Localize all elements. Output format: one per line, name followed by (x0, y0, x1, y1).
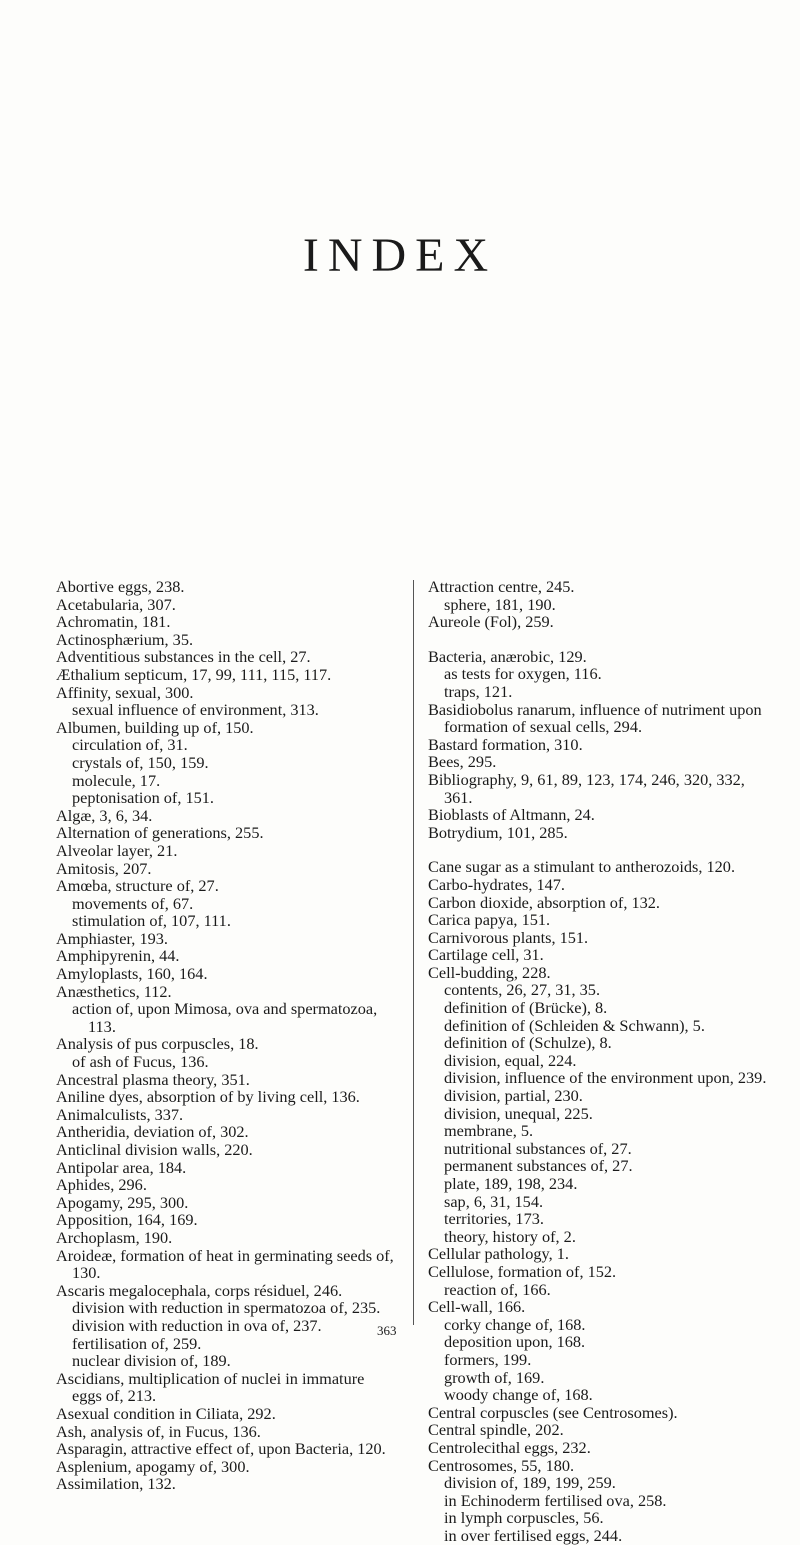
index-subentry: division, influence of the environment upon, 239. (444, 1068, 767, 1088)
index-entry: Alveolar layer, 21. (56, 840, 178, 860)
index-entry: Cellular pathology, 1. (428, 1244, 569, 1264)
index-subentry: definition of (Schulze), 8. (444, 1033, 612, 1053)
index-entry: Bacteria, anærobic, 129. (428, 646, 587, 666)
index-subentry: division with reduction in spermatozoa of, 235. (72, 1298, 381, 1318)
index-subentry: deposition upon, 168. (444, 1332, 586, 1352)
index-entry: Amœba, structure of, 27. (56, 876, 219, 896)
index-subentry: division with reduction in ova of, 237. (72, 1315, 322, 1335)
index-entry: Algæ, 3, 6, 34. (56, 805, 153, 825)
index-entry: Adventitious substances in the cell, 27. (56, 647, 311, 667)
index-entry: Cartilage cell, 31. (428, 945, 544, 965)
index-entry: Central corpuscles (see Centrosomes). (428, 1402, 678, 1422)
index-entry: Cellulose, formation of, 152. (428, 1261, 617, 1281)
index-subentry: of ash of Fucus, 136. (72, 1052, 209, 1072)
page-title: INDEX (302, 229, 498, 282)
index-subentry: movements of, 67. (72, 893, 194, 913)
index-subentry: formers, 199. (444, 1349, 532, 1369)
index-entry: Central spindle, 202. (428, 1420, 564, 1440)
index-subentry: growth of, 169. (444, 1367, 545, 1387)
column-divider (413, 580, 414, 1325)
index-entry: Carbon dioxide, absorption of, 132. (428, 892, 660, 912)
index-entry: Basidiobolus ranarum, influence of nutriment upon formation of sexual cells, 294. (428, 699, 762, 737)
index-entry: Asexual condition in Ciliata, 292. (56, 1403, 276, 1423)
index-subentry: division, unequal, 225. (444, 1103, 593, 1123)
index-entry: Archoplasm, 190. (56, 1227, 173, 1247)
index-entry: Animalculists, 337. (56, 1104, 184, 1124)
index-entry: Achromatin, 181. (56, 612, 171, 632)
index-entry: Ascaris megalocephala, corps résiduel, 246. (56, 1280, 343, 1300)
index-subentry: territories, 173. (444, 1209, 544, 1229)
index-entry: Æthalium septicum, 17, 99, 111, 115, 117. (56, 664, 332, 684)
index-entry: Acetabularia, 307. (56, 594, 176, 614)
index-entry: Carnivorous plants, 151. (428, 927, 589, 947)
index-entry: Centrosomes, 55, 180. (428, 1455, 575, 1475)
index-subentry: membrane, 5. (444, 1121, 534, 1141)
index-subentry: action of, upon Mimosa, ova and spermatozoa, 113. (72, 999, 378, 1036)
index-subentry: nutritional substances of, 27. (444, 1138, 632, 1158)
index-entry: Bibliography, 9, 61, 89, 123, 174, 246, 320, 332, 361. (428, 769, 745, 807)
index-entry: Amphipyrenin, 44. (56, 946, 180, 966)
index-subentry: division, equal, 224. (444, 1050, 577, 1070)
index-subentry: fertilisation of, 259. (72, 1333, 202, 1353)
index-entry: Aroideæ, formation of heat in germinating seeds of, 130. (56, 1245, 394, 1283)
index-subentry: sap, 6, 31, 154. (444, 1191, 544, 1211)
section-gap (428, 841, 770, 858)
index-subentry: definition of (Brücke), 8. (444, 998, 608, 1018)
index-subentry: sphere, 181, 190. (444, 594, 556, 614)
index-subentry: in Echinoderm fertilised ova, 258. (444, 1490, 667, 1510)
index-entry: Cane sugar as a stimulant to antherozoids, 120. (428, 857, 736, 877)
index-entry: Actinosphærium, 35. (56, 629, 194, 649)
index-column-left (56, 578, 396, 1493)
index-subentry: theory, history of, 2. (444, 1226, 576, 1246)
index-entry: Centrolecithal eggs, 232. (428, 1437, 591, 1457)
index-entry: Attraction centre, 245. (428, 577, 575, 596)
index-subentry: reaction of, 166. (444, 1279, 551, 1299)
index-entry: Aniline dyes, absorption of by living cell, 136. (56, 1087, 360, 1107)
index-entry: Alternation of generations, 255. (56, 823, 264, 843)
index-subentry: peptonisation of, 151. (72, 788, 214, 808)
index-entry: Assimilation, 132. (56, 1474, 176, 1494)
index-entry: Analysis of pus corpuscles, 18. (56, 1034, 259, 1054)
index-entry: Asplenium, apogamy of, 300. (56, 1456, 250, 1476)
index-subentry: in lymph corpuscles, 56. (444, 1508, 604, 1528)
index-entry: Cell-wall, 166. (428, 1297, 526, 1317)
index-subentry: stimulation of, 107, 111. (72, 911, 231, 931)
index-column-right (428, 578, 770, 1544)
index-entry: Bastard formation, 310. (428, 734, 583, 754)
section-gap (428, 631, 770, 648)
index-subentry: woody change of, 168. (444, 1385, 593, 1405)
index-entry: Aureole (Fol), 259. (428, 612, 554, 632)
index-entry: Carbo-hydrates, 147. (428, 874, 565, 894)
index-subentry: division of, 189, 199, 259. (444, 1473, 616, 1493)
index-entry: Amyloplasts, 160, 164. (56, 964, 208, 984)
index-entry: Bioblasts of Altmann, 24. (428, 805, 595, 825)
index-subentry: corky change of, 168. (444, 1314, 586, 1334)
index-entry: Anæsthetics, 112. (56, 981, 172, 1001)
index-subentry: traps, 121. (444, 681, 513, 701)
index-entry: Cell-budding, 228. (428, 962, 551, 982)
index-entry: Antipolar area, 184. (56, 1157, 187, 1177)
index-subentry: permanent substances of, 27. (444, 1156, 633, 1176)
index-entry: Apogamy, 295, 300. (56, 1192, 189, 1212)
index-entry: Affinity, sexual, 300. (56, 682, 194, 702)
index-entry: Ash, analysis of, in Fucus, 136. (56, 1421, 261, 1441)
index-entry: Amphiaster, 193. (56, 928, 168, 948)
page-number: 363 (377, 1323, 397, 1338)
index-entry: Bees, 295. (428, 752, 497, 772)
index-entry: Abortive eggs, 238. (56, 577, 185, 596)
index-subentry: contents, 26, 27, 31, 35. (444, 980, 601, 1000)
index-entry: Aphides, 296. (56, 1175, 147, 1195)
index-subentry: molecule, 17. (72, 770, 161, 790)
index-subentry: plate, 189, 198, 234. (444, 1174, 578, 1193)
index-entry: Antheridia, deviation of, 302. (56, 1122, 249, 1142)
index-entry: Amitosis, 207. (56, 858, 152, 878)
index-subentry: as tests for oxygen, 116. (444, 664, 602, 684)
index-entry: Apposition, 164, 169. (56, 1210, 198, 1230)
index-subentry: definition of (Schleiden & Schwann), 5. (444, 1015, 705, 1035)
index-subentry: division, partial, 230. (444, 1086, 583, 1106)
index-entry: Asparagin, attractive effect of, upon Bacteria, 120. (56, 1439, 386, 1459)
index-entry: Botrydium, 101, 285. (428, 822, 568, 842)
index-entry: Ancestral plasma theory, 351. (56, 1069, 250, 1089)
index-entry: Carica papya, 151. (428, 910, 551, 930)
index-subentry: in over fertilised eggs, 244. (444, 1525, 623, 1545)
index-entry: Anticlinal division walls, 220. (56, 1140, 253, 1159)
index-entry: Ascidians, multiplication of nuclei in immature eggs of, 213. (56, 1368, 365, 1406)
index-subentry: circulation of, 31. (72, 735, 188, 755)
index-subentry: crystals of, 150, 159. (72, 752, 209, 772)
index-subentry: nuclear division of, 189. (72, 1351, 231, 1371)
index-entry: Albumen, building up of, 150. (56, 717, 254, 737)
index-subentry: sexual influence of environment, 313. (72, 700, 319, 720)
